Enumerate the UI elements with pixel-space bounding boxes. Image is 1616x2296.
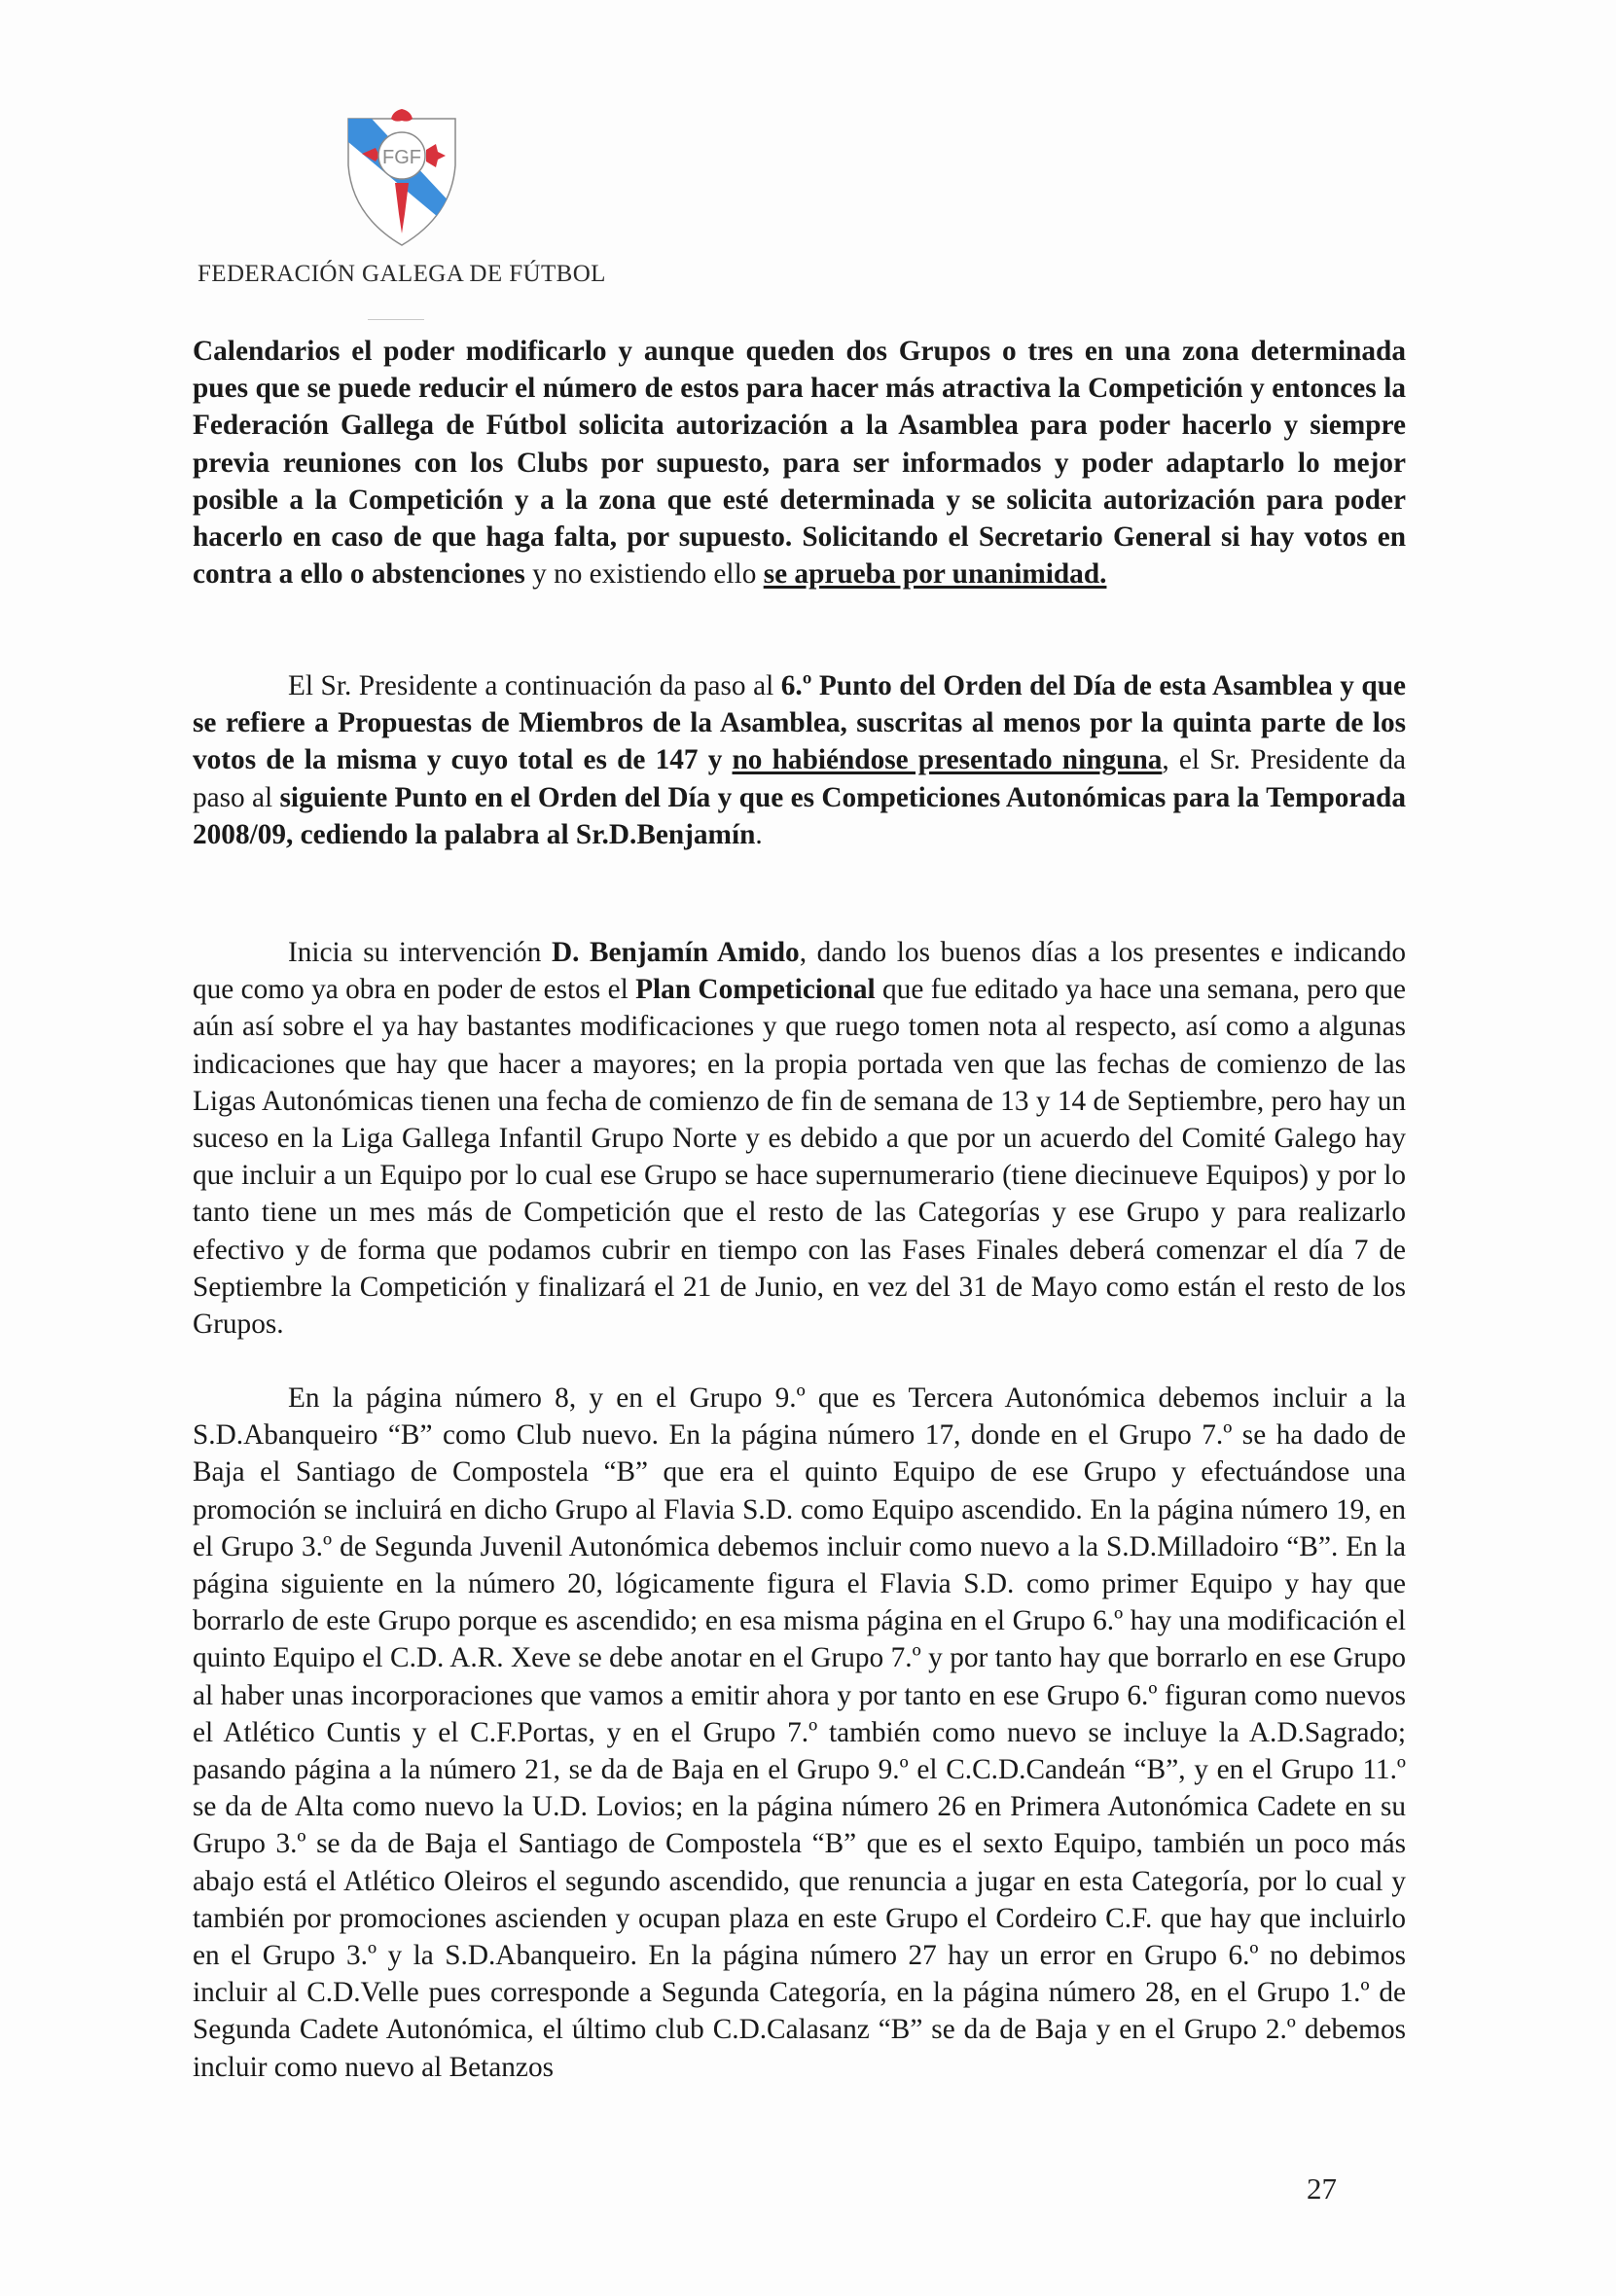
paragraph-bold-text: siguiente Punto en el Orden del Día y que es Competiciones Autonómicas para la Temporada 2008/09, cediendo la palabra al Sr.D.Benjamín [193,781,1406,850]
page-number: 27 [1307,2171,1337,2206]
paragraph-plain-text: . [755,818,763,850]
paragraph-plain-text: Inicia su intervención [288,937,552,968]
svg-text:FGF: FGF [382,147,421,168]
no-proposals-statement: no habiéndose presentado ninguna [732,744,1163,776]
fgf-shield-logo-icon [342,107,461,248]
paragraph-plain-text: En la página número 8, y en el Grupo 9.º que es Tercera Autonómica debemos incluir a la S.D.Abanqueiro “B” como Club nuevo. En la página número 17, donde en el Grupo 7.º se ha dado de Baja el Santiago de Compostela “B” que era el quinto Equipo de ese Grupo y efectuándose una promoción se incluirá en dicho Grupo al Flavia S.D. como Equipo ascendido. En la página número 19, en el Grupo 3.º de Segunda Juvenil Autonómica debemos incluir como nuevo a la S.D.Milladoiro “B”. En la página siguiente en la número 20, lógicamente figura el Flavia S.D. como primer Equipo y hay que borrarlo de este Grupo porque es ascendido; en esa misma página en el Grupo 6.º hay una modificación el quinto Equipo el C.D. A.R. Xeve se debe anotar en el Grupo 7.º y por tanto hay que borrarlo en ese Grupo al haber unas incorporaciones que vamos a emitir ahora y por tanto en ese Grupo 6.º figuran como nuevos el Atlético Cuntis y el C.F.Portas, y en el Grupo 7.º también como nuevo se incluye la A.D.Sagrado; pasando página a la número 21, se da de Baja en el Grupo 9.º el C.C.D.Candeán “B”, y en el Grupo 11.º se da de Alta como nuevo la U.D. Lovios; en la página número 26 en Primera Autonómica Cadete en su Grupo 3.º se da de Baja el Santiago de Compostela “B” que es el sexto Equipo, también un poco más abajo está el Atlético Oleiros el segundo ascendido, que renuncia a jugar en esta Categoría, por lo cual y también por promociones ascienden y ocupan plaza en este Grupo el Cordeiro C.F. que hay que incluirlo en el Grupo 3.º y la S.D.Abanqueiro. En la página número 27 hay un error en Grupo 6.º no debimos incluir al C.D.Velle pues corresponde a Segunda Categoría, en la página número 28, en el Grupo 1.º de Segunda Cadete Autonómica, el último club C.D.Calasanz “B” se da de Baja y en el Grupo 2.º debemos incluir como nuevo al Betanzos [193,1382,1406,2083]
paragraph-bold-text: Calendarios el poder modificarlo y aunque queden dos Grupos o tres en una zona determinada pues que se puede reducir el número de estos para hacer más atractiva la Competición y entonces la Federación Gallega de Fútbol solicita autorización a la Asamblea para poder hacerlo y siempre previa reuniones con los Clubs por supuesto, para ser informados y poder adaptarlo lo mejor posible a la Competición y a la zona que esté determinada y se solicita autorización para poder hacerlo en caso de que haga falta, por supuesto. Solicitando el Secretario General si hay votos en contra a ello o abstenciones [193,336,1406,591]
paragraph-page-modifications [193,1380,1406,2086]
paragraph-benjamin-intervention [193,934,1406,1343]
paragraph-plain-text: , dando los buenos días a los presentes e indicando que como ya obra en poder de estos el [193,937,1407,1006]
speaker-name: D. Benjamín Amido [551,937,800,968]
approval-statement: se aprueba por unanimidad. [763,558,1107,591]
paragraph-plain-text: El Sr. Presidente a continuación da paso al [288,670,781,701]
header-divider [368,319,424,320]
paragraph-plain-text: , el Sr. Presidente da paso al [193,744,1406,813]
paragraph-punto-6 [193,667,1406,853]
organization-name: FEDERACIÓN GALEGA DE FÚTBOL [198,261,606,287]
plan-competicional-term: Plan Competicional [635,974,876,1006]
paragraph-plain-text: y no existiendo ello [524,558,764,591]
paragraph-calendarios [193,333,1406,592]
paragraph-plain-text: que fue editado ya hace una semana, pero que aún así sobre el ya hay bastantes modificaciones y que ruego tomen nota al respecto, así como a algunas indicaciones que hay que hacer a mayores; en la propia portada ven que las fechas de comienzo de las Ligas Autonómicas tienen una fecha de comienzo de fin de semana de 13 y 14 de Septiembre, pero hay un suceso en la Liga Gallega Infantil Grupo Norte y es debido a que por un acuerdo del Comité Galego hay que incluir a un Equipo por lo cual ese Grupo se hace supernumerario (tiene diecinueve Equipos) y por lo tanto tiene un mes más de Competición que el resto de las Categorías y ese Grupo y para realizarlo efectivo y de forma que podamos cubrir en tiempo con las Fases Finales deberá comenzar el día 7 de Septiembre la Competición y finalizará el 21 de Junio, en vez del 31 de Mayo como están el resto de los Grupos. [193,974,1407,1341]
paragraph-bold-text: 6.º Punto del Orden del Día de esta Asamblea y que se refiere a Propuestas de Miembros de la Asamblea, suscritas al menos por la quinta parte de los votos de la misma y cuyo total es de 147 y [193,670,1406,776]
